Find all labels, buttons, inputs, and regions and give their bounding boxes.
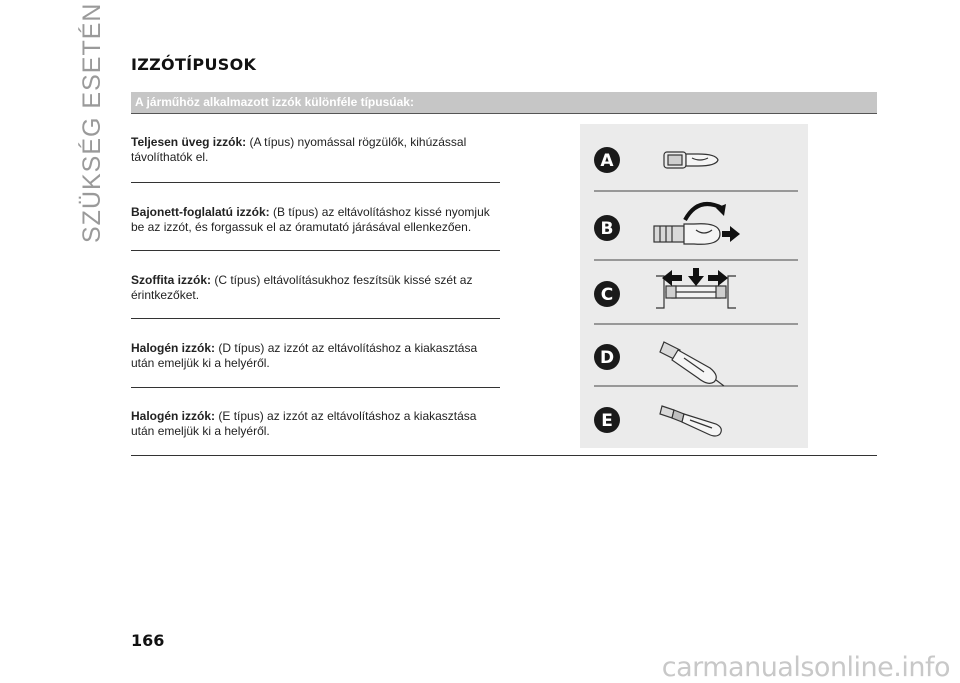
section-subheader: A járműhöz alkalmazott izzók különféle típusúak: [131,92,877,114]
page-number: 166 [131,631,165,650]
entry-text: (D típus) az izzót az eltávolításhoz a kiakasztása után emeljük ki a helyéről. [131,341,478,370]
bulb-types-illustration [580,124,808,448]
entry-term: Bajonett-foglalatú izzók: [131,205,270,219]
entry-term: Halogén izzók: [131,341,216,355]
spread-arrow-left-icon [662,270,682,286]
entry-term: Halogén izzók: [131,409,216,423]
insert-arrow-icon [688,268,704,286]
figure-label: E [601,411,613,431]
entry-halogen-bulbs-e [131,409,503,439]
label-badge-a [594,147,620,173]
footer-watermark: carmanualsonline.info [661,652,950,683]
push-arrow-icon [722,226,740,242]
label-badge-c [594,281,620,307]
figure-label: C [600,285,614,305]
label-badge-d [594,344,620,370]
label-badge-e [594,407,620,433]
halogen-bulb-d-icon [660,342,724,386]
chapter-side-title: SZÜKSÉG ESETÉN [78,2,106,243]
divider [131,182,500,183]
divider [131,318,500,319]
figure-label: D [599,348,615,368]
entry-term: Teljesen üveg izzók: [131,135,247,149]
rotate-arrow-icon [685,204,722,220]
section-bottom-rule [131,455,877,456]
bayonet-bulb-icon [654,224,720,245]
divider [131,250,500,251]
label-badge-b [594,215,620,241]
entry-term: Szoffita izzók: [131,273,211,287]
entry-text: (C típus) eltávolításukhoz feszítsük kissé szét az érintkezőket. [131,273,473,302]
entry-text: (B típus) az eltávolításhoz kissé nyomjuk be az izzót, és forgassuk el az óramutató járásával ellenkezően. [131,205,490,234]
halogen-bulb-e-icon [660,406,721,436]
bulb-types-svg [580,124,808,448]
entry-bayonet-bulbs [131,205,503,235]
spread-arrow-right-icon [708,270,728,286]
entry-halogen-bulbs-d [131,341,503,371]
entry-glass-bulbs [131,135,503,165]
entry-festoon-bulbs [131,273,503,303]
wedge-bulb-icon [664,152,718,168]
divider [131,387,500,388]
entry-text: (E típus) az izzót az eltávolításhoz a kiakasztása után emeljük ki a helyéről. [131,409,477,438]
entry-text: (A típus) nyomással rögzülők, kihúzással távolíthatók el. [131,135,467,164]
section-title: IZZÓTÍPUSOK [131,55,257,74]
figure-label: B [600,219,614,239]
figure-label: A [600,151,614,171]
